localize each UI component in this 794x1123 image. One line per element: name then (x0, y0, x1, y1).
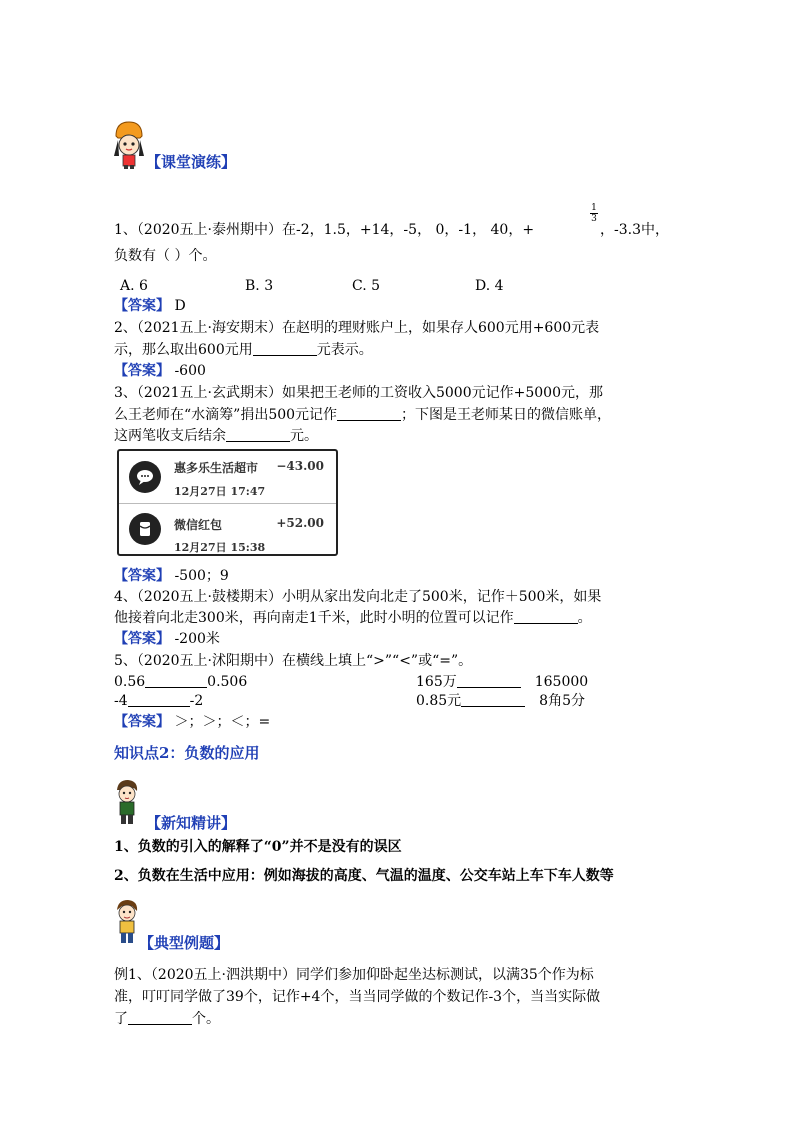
bill-row-supermarket (119, 451, 336, 503)
q5-item-2: 165万 165000 (416, 674, 589, 690)
bill-amount: −43.00 (276, 459, 324, 473)
q5-blank-4[interactable] (461, 692, 525, 707)
section-title-new-knowledge: 【新知精讲】 (146, 814, 237, 832)
q1-fraction: 1 3 (591, 203, 597, 224)
knowledge-point-1: 1、负数的引入的解释了“0”并不是没有的误区 (114, 839, 402, 855)
red-packet-icon (129, 513, 161, 545)
ex1-blank[interactable] (128, 1010, 192, 1025)
ex1-line1: 例1、（2020五上·泗洪期中）同学们参加仰卧起坐达标测试，以满35个作为标 (114, 967, 594, 983)
q5-item-4: 0.85元 8角5分 (416, 693, 585, 709)
q1-line1-end: ，-3.3中， (600, 222, 669, 238)
cartoon-girl-icon (110, 118, 148, 170)
q1-answer: 【答案】 D (114, 298, 186, 314)
q5-item-1: 0.56 0.506 (114, 674, 248, 690)
bill-name: 惠多乐生活超市 (174, 461, 259, 475)
q4-line2: 他接着向北走300米，再向南走1千米，此时小明的位置可以记作 。 (114, 610, 592, 626)
q1-line2: 负数有（ ）个。 (114, 248, 217, 264)
q1-option-d: D. 4 (475, 278, 504, 294)
bill-date: 12月27日 15:38 (174, 541, 266, 554)
ex1-line3: 了 个。 (114, 1011, 220, 1027)
q2-blank[interactable] (253, 341, 317, 356)
q2-answer: 【答案】 -600 (114, 363, 206, 379)
q3-line3: 这两笔收支后结余 元。 (114, 428, 318, 444)
q4-blank[interactable] (514, 609, 578, 624)
bill-amount: +52.00 (276, 516, 324, 530)
cartoon-boy-icon (112, 778, 142, 826)
q5-line1: 5、（2020五上·沭阳期中）在横线上填上“>”“<”或“=”。 (114, 653, 473, 669)
chat-bubble-icon (129, 461, 161, 493)
bill-name: 微信红包 (174, 518, 223, 532)
knowledge-point-title: 知识点2：负数的应用 (114, 744, 260, 762)
q4-line1: 4、（2020五上·鼓楼期末）小明从家出发向北走了500米，记作＋500米，如果 (114, 589, 602, 605)
q5-answer: 【答案】 ＞；＞；＜；= (114, 714, 271, 730)
q2-line1: 2、（2021五上·海安期末）在赵明的理财账户上，如果存人600元用+600元表 (114, 320, 600, 336)
bill-date: 12月27日 17:47 (174, 485, 266, 498)
section-title-classroom-practice: 【课堂演练】 (146, 153, 237, 171)
q1-option-c: C. 5 (352, 278, 381, 294)
q1-option-b: B. 3 (245, 278, 274, 294)
q5-blank-2[interactable] (457, 673, 521, 688)
q5-item-3: -4 -2 (114, 693, 204, 709)
q5-blank-3[interactable] (128, 692, 190, 707)
q3-answer: 【答案】 -500；9 (114, 568, 229, 584)
q3-blank-2[interactable] (226, 427, 290, 442)
q5-blank-1[interactable] (145, 673, 207, 688)
q2-line2: 示，那么取出600元用 元表示。 (114, 342, 373, 358)
q3-blank-1[interactable] (337, 406, 401, 421)
ex1-line2: 准，叮叮同学做了39个，记作+4个，当当同学做的个数记作-3个，当当实际做 (114, 989, 601, 1005)
q3-line1: 3、（2021五上·玄武期末）如果把王老师的工资收入5000元记作+5000元，那 (114, 385, 603, 401)
q1-line1: 1、（2020五上·泰州期中）在-2，1.5，+14，-5， 0，-1， 40，+ (114, 222, 535, 238)
section-title-typical-examples: 【典型例题】 (139, 934, 230, 952)
cartoon-child-icon (112, 898, 142, 946)
knowledge-point-2: 2、负数在生活中应用：例如海拔的高度、气温的温度、公交车站上车下车人数等 (114, 868, 614, 884)
bill-row-red-packet (119, 504, 336, 556)
q4-answer: 【答案】 -200米 (114, 631, 220, 647)
wechat-bill (117, 449, 338, 556)
q1-option-a: A. 6 (120, 278, 148, 294)
q3-line2: 么王老师在“水滴筹”捐出500元记作 ；下图是王老师某日的微信账单， (114, 407, 612, 423)
